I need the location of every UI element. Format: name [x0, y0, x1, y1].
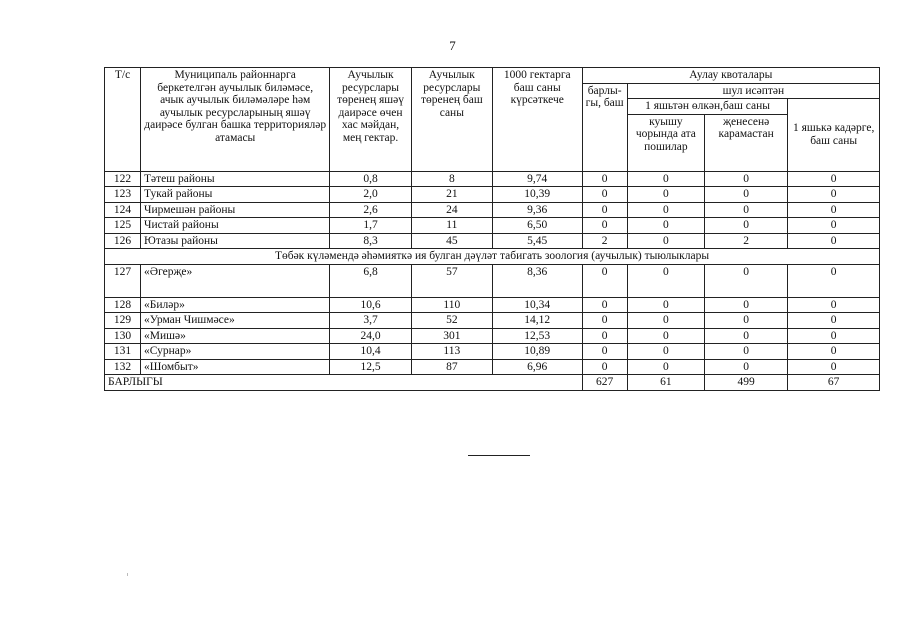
- quota-total: 0: [582, 344, 627, 360]
- habitat-area: 3,7: [330, 313, 411, 329]
- quota-regardless-of-sex: 0: [704, 264, 787, 297]
- quota-males: 0: [627, 328, 704, 344]
- quota-under-1y: 0: [788, 233, 880, 249]
- quota-males: 0: [627, 344, 704, 360]
- scan-mark: [127, 573, 128, 576]
- quota-regardless-of-sex: 0: [704, 297, 787, 313]
- total-label: БАРЛЫГЫ: [105, 375, 583, 391]
- density: 8,36: [492, 264, 582, 297]
- quota-total: 0: [582, 171, 627, 187]
- table-row: [105, 187, 880, 203]
- habitat-area: 6,8: [330, 264, 411, 297]
- quota-under-1y: 0: [788, 202, 880, 218]
- row-number: 130: [105, 328, 141, 344]
- population-count: 21: [411, 187, 492, 203]
- row-number: 128: [105, 297, 141, 313]
- quota-total: 2: [582, 233, 627, 249]
- row-number: 125: [105, 218, 141, 234]
- table-row: [105, 202, 880, 218]
- row-number: 132: [105, 359, 141, 375]
- quota-regardless-of-sex: 0: [704, 187, 787, 203]
- density: 10,89: [492, 344, 582, 360]
- territory-name: Тәтеш районы: [141, 171, 330, 187]
- territory-name: «Биләр»: [141, 297, 330, 313]
- header-rut-males: куышу чорында ата пошилар: [627, 114, 704, 171]
- header-under-1y: 1 яшькә кадәрге, баш саны: [788, 99, 880, 172]
- territory-name: «Мишә»: [141, 328, 330, 344]
- quota-males: 0: [627, 297, 704, 313]
- closing-rule: [468, 455, 530, 456]
- quota-total: 0: [582, 202, 627, 218]
- density: 14,12: [492, 313, 582, 329]
- row-number: 131: [105, 344, 141, 360]
- header-quota-group: Аулау квоталары: [582, 68, 880, 84]
- quota-males: 0: [627, 359, 704, 375]
- quota-males: 0: [627, 171, 704, 187]
- row-number: 122: [105, 171, 141, 187]
- total-quota: 627: [582, 375, 627, 391]
- row-number: 123: [105, 187, 141, 203]
- row-number: 129: [105, 313, 141, 329]
- quota-under-1y: 0: [788, 187, 880, 203]
- habitat-area: 24,0: [330, 328, 411, 344]
- quota-total: 0: [582, 297, 627, 313]
- density: 6,50: [492, 218, 582, 234]
- habitat-area: 10,6: [330, 297, 411, 313]
- quota-regardless-of-sex: 2: [704, 233, 787, 249]
- header-regardless-of-sex: җенесенә карамастан: [704, 114, 787, 171]
- quota-total: 0: [582, 328, 627, 344]
- population-count: 52: [411, 313, 492, 329]
- quota-under-1y: 0: [788, 328, 880, 344]
- habitat-area: 8,3: [330, 233, 411, 249]
- table-row: [105, 297, 880, 313]
- territory-name: Тукай районы: [141, 187, 330, 203]
- population-count: 45: [411, 233, 492, 249]
- total-under-1y: 67: [788, 375, 880, 391]
- header-ts: Т/с: [105, 68, 141, 172]
- header-population-count: Аучылык ресурслары төренең баш саны: [411, 68, 492, 172]
- table-row: [105, 233, 880, 249]
- table-row: [105, 328, 880, 344]
- header-density: 1000 гектарга баш саны күрсәткече: [492, 68, 582, 172]
- territory-name: «Шомбыт»: [141, 359, 330, 375]
- population-count: 301: [411, 328, 492, 344]
- header-territory-name: Муниципаль районнарга беркетелгән аучылык биләмәсе, ачык аучылык биләмәләре һәм аучылык ресурсларының яшәү даирәсе булган башка территорияләр атамасы: [141, 68, 330, 172]
- territory-name: Чистай районы: [141, 218, 330, 234]
- quota-regardless-of-sex: 0: [704, 344, 787, 360]
- table-row: [105, 359, 880, 375]
- quota-total: 0: [582, 218, 627, 234]
- quota-males: 0: [627, 218, 704, 234]
- territory-name: «Урман Чишмәсе»: [141, 313, 330, 329]
- section-title-reserves: Төбәк күләмендә әһәмияткә ия булган дәүләт табигать зоология (аучылык) тыюлыклары: [105, 249, 880, 265]
- habitat-area: 2,6: [330, 202, 411, 218]
- territory-name: «Сурнар»: [141, 344, 330, 360]
- population-count: 24: [411, 202, 492, 218]
- quota-regardless-of-sex: 0: [704, 328, 787, 344]
- density: 10,39: [492, 187, 582, 203]
- quota-males: 0: [627, 233, 704, 249]
- density: 6,96: [492, 359, 582, 375]
- total-regardless-of-sex: 499: [704, 375, 787, 391]
- table-row: [105, 344, 880, 360]
- quota-males: 0: [627, 313, 704, 329]
- header-habitat-area: Аучылык ресурслары төренең яшәү даирәсе өчен хас мәйдан, мең гектар.: [330, 68, 411, 172]
- row-number: 126: [105, 233, 141, 249]
- territory-name: Чирмешән районы: [141, 202, 330, 218]
- quota-under-1y: 0: [788, 359, 880, 375]
- quota-regardless-of-sex: 0: [704, 202, 787, 218]
- table-row: [105, 313, 880, 329]
- table-row: [105, 171, 880, 187]
- habitat-area: 2,0: [330, 187, 411, 203]
- quota-males: 0: [627, 202, 704, 218]
- quota-regardless-of-sex: 0: [704, 359, 787, 375]
- quota-total: 0: [582, 313, 627, 329]
- quota-under-1y: 0: [788, 218, 880, 234]
- density: 9,36: [492, 202, 582, 218]
- hunting-quota-table: [104, 67, 880, 391]
- quota-under-1y: 0: [788, 344, 880, 360]
- header-including: шул исәптән: [627, 83, 879, 99]
- header-quota-total: барлы-гы, баш: [582, 83, 627, 171]
- territory-name: Ютазы районы: [141, 233, 330, 249]
- table-row: [105, 264, 880, 297]
- quota-under-1y: 0: [788, 297, 880, 313]
- quota-males: 0: [627, 187, 704, 203]
- density: 10,34: [492, 297, 582, 313]
- population-count: 87: [411, 359, 492, 375]
- population-count: 110: [411, 297, 492, 313]
- row-number: 124: [105, 202, 141, 218]
- density: 5,45: [492, 233, 582, 249]
- population-count: 113: [411, 344, 492, 360]
- population-count: 57: [411, 264, 492, 297]
- habitat-area: 0,8: [330, 171, 411, 187]
- population-count: 8: [411, 171, 492, 187]
- table-row: [105, 218, 880, 234]
- quota-under-1y: 0: [788, 171, 880, 187]
- density: 9,74: [492, 171, 582, 187]
- quota-regardless-of-sex: 0: [704, 313, 787, 329]
- quota-total: 0: [582, 187, 627, 203]
- quota-total: 0: [582, 359, 627, 375]
- quota-under-1y: 0: [788, 264, 880, 297]
- habitat-area: 1,7: [330, 218, 411, 234]
- quota-regardless-of-sex: 0: [704, 171, 787, 187]
- density: 12,53: [492, 328, 582, 344]
- quota-regardless-of-sex: 0: [704, 218, 787, 234]
- header-older-than-1y: 1 яшьтән өлкән,баш саны: [627, 99, 788, 115]
- row-number: 127: [105, 264, 141, 297]
- habitat-area: 12,5: [330, 359, 411, 375]
- territory-name: «Әгерҗе»: [141, 264, 330, 297]
- population-count: 11: [411, 218, 492, 234]
- total-males: 61: [627, 375, 704, 391]
- quota-males: 0: [627, 264, 704, 297]
- quota-under-1y: 0: [788, 313, 880, 329]
- page-number: 7: [449, 38, 456, 53]
- quota-total: 0: [582, 264, 627, 297]
- habitat-area: 10,4: [330, 344, 411, 360]
